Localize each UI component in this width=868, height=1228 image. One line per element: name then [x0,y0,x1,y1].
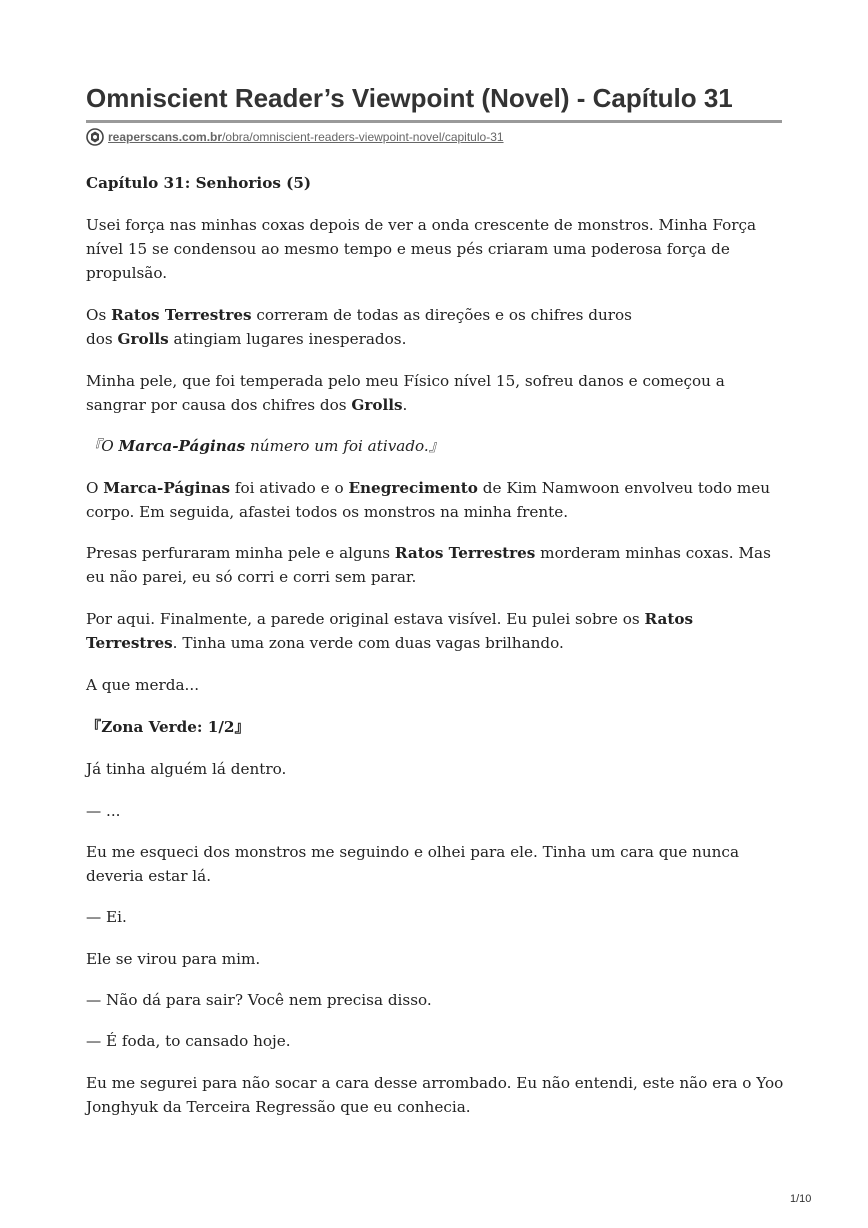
dialogue-line: — ... [86,802,121,820]
paragraph: Usei força nas minhas coxas depois de ver a onda crescente de monstros. Minha Força nível 15 se condensou ao mesmo tempo e meus pés criaram uma poderosa força de propulsão. [86,216,757,282]
term-grolls: Grolls [117,330,169,348]
term-ratos-terrestres: Ratos Terrestres [111,306,252,324]
paragraph: Os Ratos Terrestres correram de todas as direções e os chifres duros dos Grolls atingiam lugares inesperados. [86,306,632,348]
paragraph: A que merda... [86,676,200,694]
paragraph: O Marca-Páginas foi ativado e o Enegrecimento de Kim Namwoon envolveu todo meu corpo. Em seguida, afastei todos os monstros na minha frente. [86,479,771,521]
paragraph: Minha pele, que foi temperada pelo meu Físico nível 15, sofreu danos e começou a sangrar por causa dos chifres dos Grolls. [86,372,725,414]
paragraph: Ele se virou para mim. [86,950,261,968]
system-message: 『Zona Verde: 1/2』 [86,718,250,736]
term-marca-paginas: Marca-Páginas [118,437,246,455]
paragraph: Já tinha alguém lá dentro. [86,760,287,778]
term-ratos-terrestres: Ratos Terrestres [394,544,536,562]
dialogue-line: — Ei. [86,908,127,926]
source-domain: reaperscans.com.br [108,130,223,144]
paragraph: Eu me segurei para não socar a cara desse arrombado. Eu não entendi, este não era o Yoo Jonghyuk da Terceira Regressão que eu conhecia. [86,1074,784,1116]
chapter-heading: Capítulo 31: Senhorios (5) [86,174,312,192]
source-url-link[interactable] [108,130,504,144]
site-favicon-icon [86,128,104,146]
paragraph: Presas perfuraram minha pele e alguns Ratos Terrestres morderam minhas coxas. Mas eu não parei, eu só corri e corri sem parar. [86,544,771,586]
term-grolls: Grolls [351,396,403,414]
page-number: 1/10 [790,1193,812,1205]
term-enegrecimento: Enegrecimento [348,479,478,497]
page-title: Omniscient Reader’s Viewpoint (Novel) - Capítulo 31 [86,83,733,113]
term-marca-paginas: Marca-Páginas [103,479,231,497]
system-message: 『O Marca-Páginas número um foi ativado.』 [86,437,444,455]
source-path: /obra/omniscient-readers-viewpoint-novel/capitulo-31 [222,130,504,144]
term-ratos-terrestres: Ratos Terrestres [86,610,694,652]
source-link-row [86,127,504,147]
paragraph: Por aqui. Finalmente, a parede original estava visível. Eu pulei sobre os Ratos Terrestres. Tinha uma zona verde com duas vagas brilhando. [86,610,694,652]
paragraph: Eu me esqueci dos monstros me seguindo e olhei para ele. Tinha um cara que nunca deveria estar lá. [86,843,739,885]
dialogue-line: — Não dá para sair? Você nem precisa disso. [86,991,432,1009]
dialogue-line: — É foda, to cansado hoje. [86,1032,291,1050]
title-divider [86,120,782,123]
